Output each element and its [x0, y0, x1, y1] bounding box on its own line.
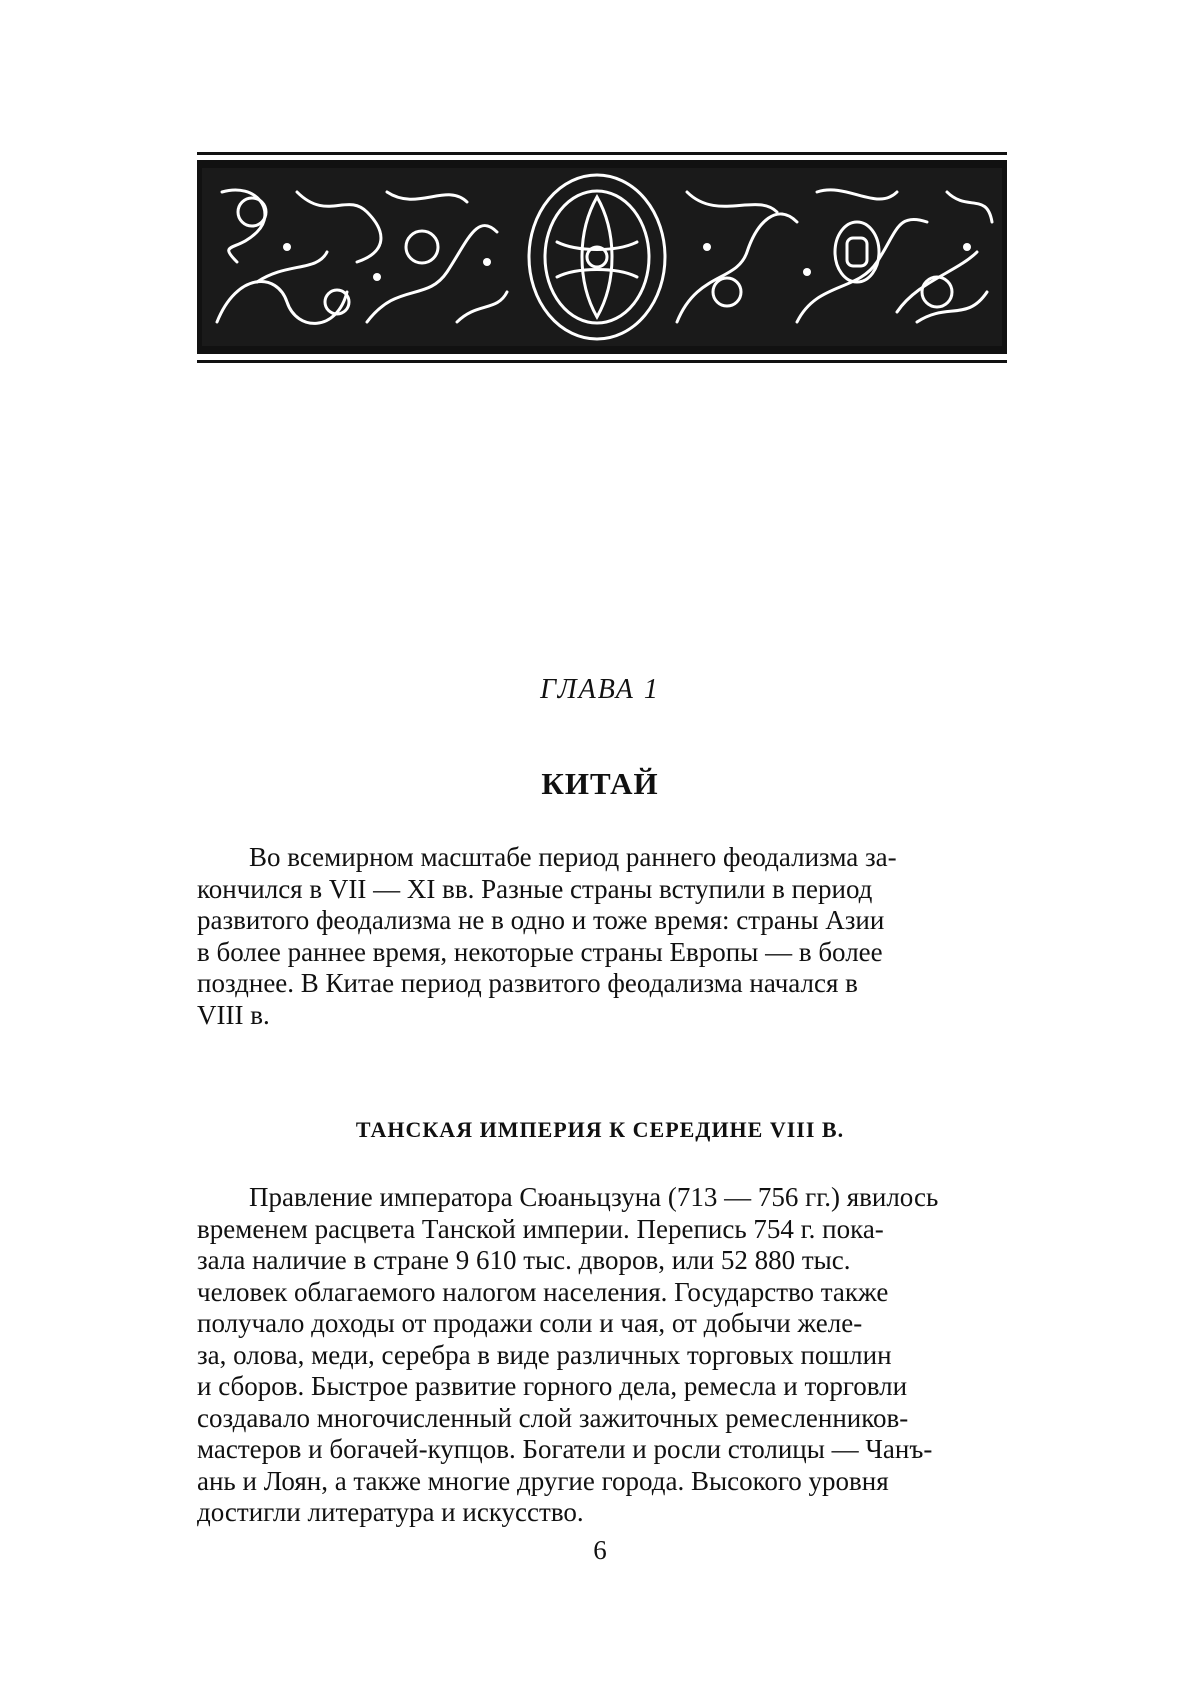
paragraph-line: мастеров и богачей-купцов. Богатели и росли столицы — Чанъ- — [197, 1434, 933, 1464]
paragraph-line: зала наличие в стране 9 610 тыс. дворов, или 52 880 тыс. — [197, 1245, 851, 1275]
paragraph-line: ань и Лоян, а также многие другие города. Высокого уровня — [197, 1465, 889, 1496]
decorative-ornament-band — [197, 152, 1007, 374]
paragraph-line: и сборов. Быстрое развитие горного дела, ремесла и торговли — [197, 1371, 908, 1401]
chapter-label: ГЛАВА 1 — [540, 674, 660, 705]
paragraph-line: позднее. В Китае период развитого феодализма начался в — [197, 968, 858, 998]
paragraph-line: кончился в VII — XI вв. Разные страны вступили в период — [197, 873, 873, 904]
intro-paragraph — [197, 842, 999, 1031]
paragraph-line: VIII в. — [197, 999, 270, 1030]
section-paragraph — [197, 1182, 999, 1529]
paragraph-line: Правление императора Сюаньцзуна (713 — 756 гг.) явилось — [249, 1182, 939, 1212]
paragraph-line: за, олова, меди, серебра в виде различных торговых пошлин — [197, 1339, 892, 1370]
paragraph-line: человек облагаемого налогом населения. Государство также — [197, 1276, 889, 1307]
paragraph-line: создавало многочисленный слой зажиточных ремесленников- — [197, 1402, 909, 1433]
chapter-title: КИТАЙ — [541, 766, 659, 801]
ornament-icon — [197, 152, 1007, 374]
paragraph-line: в более раннее время, некоторые страны Европы — в более — [197, 936, 883, 967]
paragraph-line: временем расцвета Танской империи. Перепись 754 г. пока- — [197, 1213, 884, 1244]
paragraph-line: получало доходы от продажи соли и чая, от добычи желе- — [197, 1308, 863, 1338]
paragraph-line: достигли литература и искусство. — [197, 1497, 584, 1527]
paragraph-line: развитого феодализма не в одно и тоже время: страны Азии — [197, 905, 885, 935]
page-number: 6 — [593, 1535, 607, 1565]
section-heading: ТАНСКАЯ ИМПЕРИЯ К СЕРЕДИНЕ VIII В. — [355, 1117, 845, 1142]
paragraph-line: Во всемирном масштабе период раннего феодализма за- — [249, 842, 897, 872]
